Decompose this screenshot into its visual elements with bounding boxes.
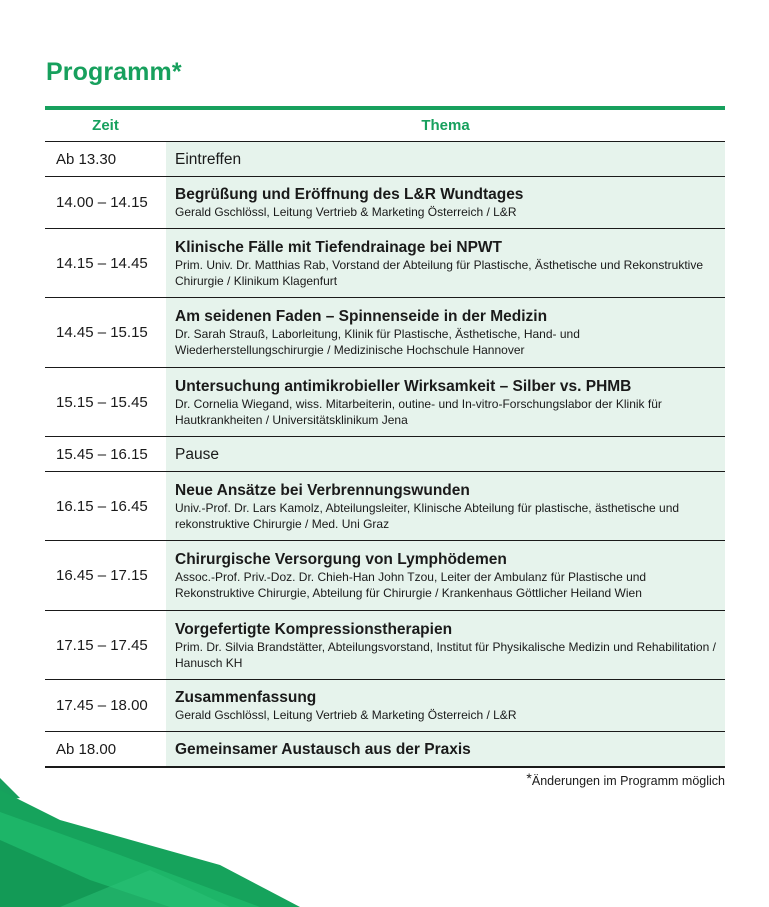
- row-topic-title: Zusammenfassung: [175, 689, 317, 706]
- row-topic-title: Vorgefertigte Kompressionstherapien: [175, 620, 453, 638]
- row-topic: [166, 680, 725, 731]
- row-topic: [166, 142, 725, 176]
- row-time: 15.45 – 16.15: [45, 437, 166, 471]
- row-topic-speaker: Assoc.-Prof. Priv.-Doz. Dr. Chieh-Han John Tzou, Leiter der Ambulanz für Plastische und Rekonstruktive Chirurgie, Abteilung für Chirurgie / Krankenhaus Göttlicher Heiland Wien: [175, 570, 647, 600]
- row-topic: [166, 298, 725, 367]
- table-row: [45, 229, 725, 298]
- table-row: [45, 680, 725, 732]
- table-row: [45, 472, 725, 541]
- row-topic-speaker: Gerald Gschlössl, Leitung Vertrieb & Marketing Österreich / L&R: [175, 708, 517, 722]
- table-row: [45, 142, 725, 177]
- row-topic-speaker: Gerald Gschlössl, Leitung Vertrieb & Marketing Österreich / L&R: [175, 205, 517, 219]
- row-topic-title: Begrüßung und Eröffnung des L&R Wundtages: [175, 186, 524, 203]
- row-topic: [166, 472, 725, 540]
- row-time: Ab 13.30: [45, 142, 166, 176]
- footnote-star: *: [526, 770, 532, 786]
- row-topic: [166, 541, 725, 610]
- footnote-text: Änderungen im Programm möglich: [531, 774, 725, 788]
- table-row: [45, 611, 725, 680]
- row-topic-title: Gemeinsamer Austausch aus der Praxis: [175, 740, 471, 758]
- table-row: [45, 298, 725, 368]
- row-topic-speaker: Dr. Sarah Strauß, Laborleitung, Klinik für Plastische, Ästhetische, Hand- und Wiederherstellungschirurgie / Medizinische Hochschule Hannover: [175, 327, 580, 357]
- row-topic-speaker: Prim. Univ. Dr. Matthias Rab, Vorstand der Abteilung für Plastische, Ästhetische und Rekonstruktive Chirurgie / Klinikum Klagenfurt: [175, 257, 704, 288]
- row-time: 14.45 – 15.15: [45, 298, 166, 367]
- row-time: 14.15 – 14.45: [45, 229, 166, 297]
- footnote: [526, 770, 725, 788]
- decorative-green-shape: [0, 760, 300, 907]
- row-topic-title: Klinische Fälle mit Tiefendrainage bei NPWT: [175, 238, 503, 256]
- table-header: [45, 110, 725, 142]
- row-topic-speaker: Prim. Dr. Silvia Brandstätter, Abteilungsvorstand, Institut für Physikalische Medizin und Rehabilitation / Hanusch KH: [175, 639, 716, 670]
- row-topic-title: Untersuchung antimikrobieller Wirksamkeit – Silber vs. PHMB: [175, 377, 632, 395]
- row-topic-speaker: Univ.-Prof. Dr. Lars Kamolz, Abteilungsleiter, Klinische Abteilung für plastische, ästhetische und rekonstruktive Chirurgie / Med. Uni Graz: [175, 500, 680, 531]
- column-header-time: Zeit: [92, 117, 119, 134]
- row-topic-text: Eintreffen: [175, 150, 242, 168]
- row-topic: [166, 177, 725, 228]
- table-row: [45, 368, 725, 437]
- table-row: [45, 437, 725, 472]
- row-topic: [166, 611, 725, 679]
- row-time: 17.15 – 17.45: [45, 611, 166, 679]
- table-row: [45, 177, 725, 229]
- row-topic-title: Am seidenen Faden – Spinnenseide in der Medizin: [175, 308, 548, 325]
- table-row: [45, 541, 725, 611]
- row-topic: [166, 229, 725, 297]
- row-time: 16.45 – 17.15: [45, 541, 166, 610]
- page-title: Programm*: [46, 58, 182, 86]
- row-topic-title: Chirurgische Versorgung von Lymphödemen: [175, 551, 507, 568]
- program-table: [45, 142, 725, 768]
- column-header-topic: Thema: [421, 117, 470, 134]
- row-topic: [166, 437, 725, 471]
- row-time: 15.15 – 15.45: [45, 368, 166, 436]
- row-time: 16.15 – 16.45: [45, 472, 166, 540]
- row-time: 17.45 – 18.00: [45, 680, 166, 731]
- row-topic: [166, 368, 725, 436]
- row-topic-title: Neue Ansätze bei Verbrennungswunden: [175, 481, 470, 499]
- row-topic-text: Pause: [175, 445, 219, 463]
- row-time: 14.00 – 14.15: [45, 177, 166, 228]
- row-topic-speaker: Dr. Cornelia Wiegand, wiss. Mitarbeiterin, outine- und In-vitro-Forschungslabor der Klinik für Hautkrankheiten / Universitätsklinikum Jena: [175, 396, 662, 427]
- row-time: Ab 18.00: [45, 732, 166, 766]
